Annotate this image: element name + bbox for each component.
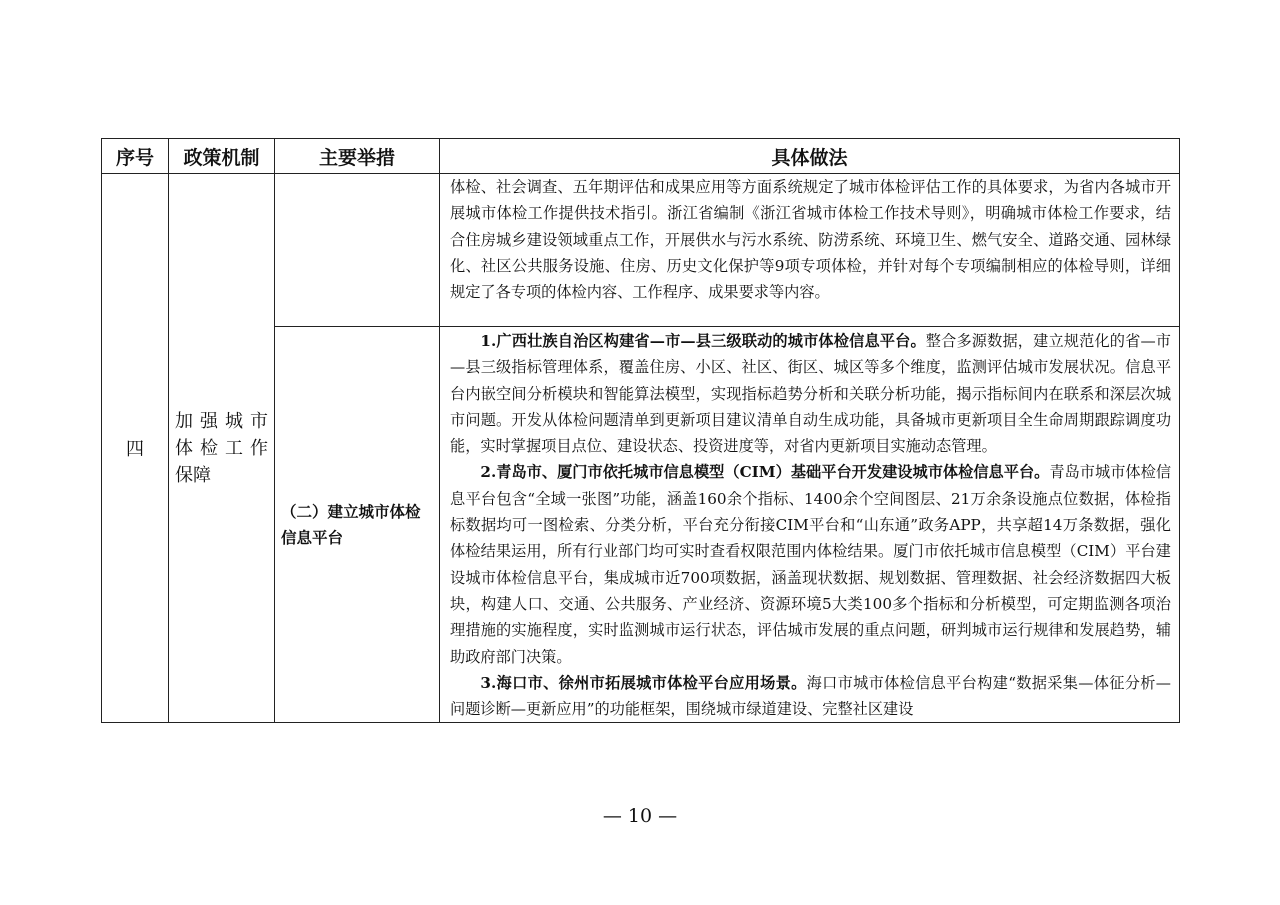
header-mechanism: 政策机制: [169, 139, 275, 174]
practice-text: 整合多源数据，建立规范化的省—市—县三级指标管理体系，覆盖住房、小区、社区、街区、城区等多个维度，监测评估城市发展状况。信息平台内嵌空间分析模块和智能算法模型，实现指标趋势分析和关联分析功能，揭示指标间内在联系和深层次城市问题。开发从体检问题清单到更新项目建议清单自动生成功能，具备城市更新项目全生命周期跟踪调度功能，实时掌握项目点位、建设状态、投资进度等，对省内更新项目实施动态管理。: [450, 332, 1171, 456]
header-practices: 具体做法: [440, 139, 1180, 174]
header-measures: 主要举措: [275, 139, 440, 174]
mechanism-line: 保障: [175, 464, 211, 486]
practice-text: 青岛市城市体检信息平台包含“全域一张图”功能，涵盖160余个指标、1400余个空间图层、21万余条设施点位数据，体检指标数据均可一图检索、分类分析，平台充分衔接CIM平台和“山东通”政务APP，共享超14万条数据，强化体检结果运用，所有行业部门均可实时查看权限范围内体检结果。厦门市依托城市信息模型（CIM）平台建设城市体检信息平台，集成城市近700项数据，涵盖现状数据、规划数据、管理数据、社会经济数据四大板块，构建人口、交通、公共服务、产业经济、资源环境5大类100多个指标和分析模型，可定期监测各项治理措施的实施程度，实时监测城市运行状态，评估城市发展的重点问题，研判城市运行规律和发展趋势，辅助政府部门决策。: [450, 463, 1172, 666]
table-row: [102, 174, 1180, 327]
table-header-row: [102, 139, 1180, 174]
practice-text: 海口市城市体检信息平台构建“数据采集—体征分析—问题诊断—更新应用”的功能框架，围绕城市绿道建设、完整社区建设: [450, 673, 1171, 719]
practice-heading: 3.海口市、徐州市拓展城市体检平台应用场景。: [480, 673, 807, 692]
practice-heading: 2.青岛市、厦门市依托城市信息模型（CIM）基础平台开发建设城市体检信息平台。: [480, 463, 1050, 482]
mechanism-cell: [169, 174, 275, 723]
practice-text: 体检、社会调查、五年期评估和成果应用等方面系统规定了城市体检评估工作的具体要求，为省内各城市开展城市体检工作提供技术指引。浙江省编制《浙江省城市体检工作技术导则》，明确城市体检工作要求，结合住房城乡建设领域重点工作，开展供水与污水系统、防涝系统、环境卫生、燃气安全、道路交通、园林绿化、社区公共服务设施、住房、历史文化保护等9项专项体检，并针对每个专项编制相应的体检导则，详细规定了各专项的体检内容、工作程序、成果要求等内容。: [450, 178, 1171, 302]
page-number: — 10 —: [602, 805, 678, 827]
practice-paragraph: [450, 459, 1171, 669]
seq-cell: 四: [102, 174, 169, 723]
measure-cell: （二）建立城市体检信息平台: [275, 327, 440, 723]
practice-paragraph: [450, 670, 1171, 723]
mechanism-line: 加强城市: [175, 410, 268, 432]
policy-table: [101, 138, 1180, 723]
practice-heading: 1.广西壮族自治区构建省—市—县三级联动的城市体检信息平台。: [480, 332, 926, 350]
measure-cell-empty: [275, 174, 440, 327]
header-seq: 序号: [102, 139, 169, 174]
practice-cell: [440, 327, 1180, 723]
mechanism-line: 体检工作: [175, 437, 268, 459]
practice-paragraph: [450, 328, 1171, 459]
practice-cell: [440, 174, 1180, 327]
